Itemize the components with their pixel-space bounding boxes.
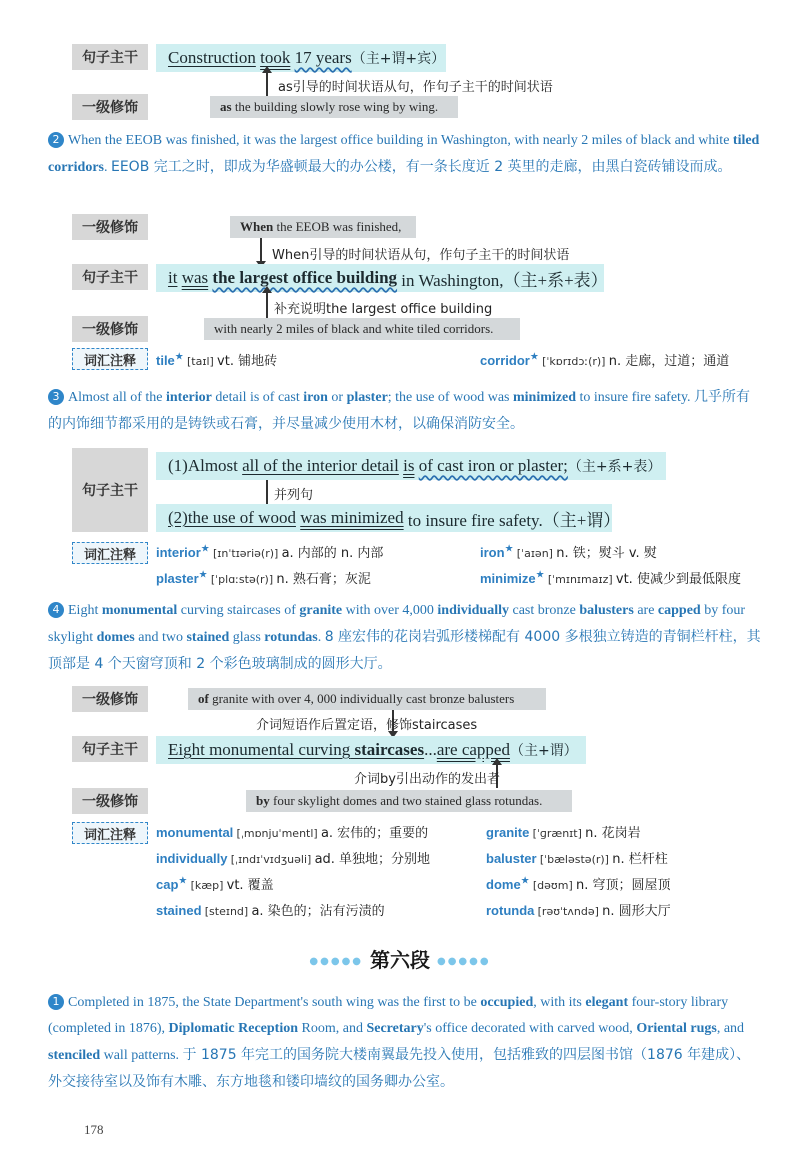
paragraph-3 <box>48 384 762 438</box>
keyword: individually <box>437 603 509 618</box>
modifier-text: four skylight domes and two stained glass rotundas. <box>272 793 543 808</box>
paragraph-text: . <box>103 160 111 175</box>
arrow-up-icon <box>266 72 268 96</box>
modifier-band-2 <box>246 790 572 812</box>
vocab-tag: 词汇注释 <box>72 822 148 844</box>
tag-modifier-1: 一级修饰 <box>72 686 148 712</box>
clause-note-1: 介词短语作后置定语，修饰staircases <box>256 718 478 733</box>
modifier-band <box>210 96 458 118</box>
modifier-keyword: by <box>256 793 270 808</box>
vocab-entry: interior★ [ɪnˈtɪəriə(r)] a. 内部的 n. 内部 <box>156 543 384 561</box>
vocab-tag: 词汇注释 <box>72 542 148 564</box>
page-number: 178 <box>84 1122 104 1137</box>
main-rest: in Washington,（主+系+表） <box>401 270 608 290</box>
main-clause-band <box>156 264 608 292</box>
keyword: monumental <box>101 603 178 618</box>
paragraph-text: Almost all of the <box>68 390 166 405</box>
paragraph-text: are <box>633 603 658 618</box>
main-clause-band-2 <box>156 504 621 532</box>
decorative-dots-icon: ●●●●● <box>309 956 364 967</box>
keyword: plaster <box>346 390 388 405</box>
paragraph-text: wall patterns. <box>100 1048 183 1063</box>
paragraph-2 <box>48 128 762 181</box>
clause-note-2: 介词by引出动作的发出者 <box>354 772 500 787</box>
arrow-up-icon <box>266 292 268 318</box>
pattern-label: （主+谓） <box>509 743 578 759</box>
vocab-entry: corridor★ [ˈkɒrɪdɔː(r)] n. 走廊，过道；通道 <box>480 351 730 369</box>
keyword: minimized <box>512 390 576 405</box>
clause-note: 并列句 <box>274 488 314 503</box>
tag-main-clause: 句子主干 <box>72 44 148 70</box>
paragraph-text: , with its <box>533 995 586 1010</box>
modifier-text: the building slowly rose wing by wing. <box>234 99 439 114</box>
star-icon: ★ <box>535 569 545 581</box>
modifier-band-1 <box>188 688 546 710</box>
keyword: Secretary <box>366 1021 424 1036</box>
main-clause-band <box>156 736 586 764</box>
paragraph-number-badge: 2 <box>48 132 64 148</box>
paragraph-text: EEOB 完工之时，即成为华盛顿最大的办公楼，有一条长度近 2 英里的走廊，由黑白瓷砖铺设而成。 <box>110 159 732 175</box>
paragraph-text: Room, and <box>298 1021 367 1036</box>
vocab-entry: monumental [ˌmɒnjuˈmentl] a. 宏伟的；重要的 <box>156 825 429 841</box>
paragraph-text: and two <box>134 630 187 645</box>
keyword: iron <box>303 390 328 405</box>
vocab-entry: individually [ˌɪndɪˈvɪdʒuəli] ad. 单独地；分别地 <box>156 851 431 867</box>
paragraph-text: ; the use of wood was <box>387 390 513 405</box>
verb: was <box>181 268 209 287</box>
paragraph-text: to insure fire safety. <box>575 390 695 405</box>
modifier-text: granite with over 4, 000 individually cast bronze balusters <box>212 691 515 706</box>
keyword: Diplomatic Reception <box>168 1021 299 1036</box>
star-icon: ★ <box>174 351 184 363</box>
keyword: granite <box>299 603 343 618</box>
paragraph-text: curving staircases of <box>177 603 300 618</box>
pattern-label: （主+谓+宾） <box>351 51 446 67</box>
keyword: domes <box>96 630 135 645</box>
modifier-keyword: When <box>240 219 274 234</box>
subject: it <box>168 268 178 287</box>
complement: of cast iron or plaster; <box>418 456 568 475</box>
star-icon: ★ <box>504 543 514 555</box>
paragraph-text: Completed in 1875, the State Department's south wing was the first to be <box>68 995 481 1010</box>
vocab-entry: granite [ˈɡrænɪt] n. 花岗岩 <box>486 825 641 841</box>
tag-modifier-2: 一级修饰 <box>72 788 148 814</box>
tag-modifier-2: 一级修饰 <box>72 316 148 342</box>
vocab-entry: rotunda [rəʊˈtʌndə] n. 圆形大厅 <box>486 903 671 919</box>
modifier-keyword: as <box>220 99 232 114</box>
keyword: elegant <box>585 995 629 1010</box>
clause-note-2: 补充说明the largest office building <box>274 302 493 317</box>
vocab-entry: minimize★ [ˈmɪnɪmaɪz] vt. 使减少到最低限度 <box>480 569 741 587</box>
vocab-entry: tile★ [taɪl] vt. 铺地砖 <box>156 351 278 369</box>
tag-main-clause: 句子主干 <box>72 264 148 290</box>
paragraph-text: glass <box>229 630 265 645</box>
paragraph-text: four-story library (completed in 1876), <box>48 995 729 1036</box>
paragraph-number-badge: 1 <box>48 994 64 1010</box>
paragraph-4 <box>48 598 762 678</box>
keyword: stenciled <box>48 1048 101 1063</box>
vocab-entry: iron★ [ˈaɪən] n. 铁；熨斗 v. 熨 <box>480 543 657 561</box>
modifier-keyword: of <box>198 691 209 706</box>
paragraph-number-badge: 4 <box>48 602 64 618</box>
star-icon: ★ <box>200 543 210 555</box>
subject: Construction <box>168 48 256 67</box>
paragraph-text: with over 4,000 <box>342 603 438 618</box>
keyword: rotundas <box>264 630 318 645</box>
verb: was minimized <box>300 508 404 527</box>
paragraph-text: , and <box>716 1021 745 1036</box>
vocab-entry: dome★ [dəʊm] n. 穹顶；圆屋顶 <box>486 875 671 893</box>
complement: the largest office building <box>212 268 398 287</box>
paragraph-text: . <box>317 630 325 645</box>
subject: Eight monumental curving staircases <box>168 740 425 759</box>
paragraph-text: detail is of cast <box>211 390 304 405</box>
keyword: balusters <box>579 603 634 618</box>
tag-main-clause: 句子主干 <box>72 736 148 762</box>
modifier-band-1 <box>230 216 416 238</box>
decorative-dots-icon: ●●●●● <box>436 956 491 967</box>
paragraph-text: When the EEOB was finished, it was the largest office building in Washington, with nearly 2 miles of black and white <box>68 133 733 148</box>
paragraph-text: 's office decorated with carved wood, <box>423 1021 637 1036</box>
keyword: interior <box>166 390 212 405</box>
paragraph-text: by four skylight <box>48 603 746 645</box>
main-clause-band <box>156 44 446 72</box>
arrow-down-icon <box>260 238 262 262</box>
tag-modifier-1: 一级修饰 <box>72 214 148 240</box>
keyword: stained <box>186 630 230 645</box>
line1-pre: (1)Almost <box>168 456 238 475</box>
keyword: occupied <box>480 995 534 1010</box>
paragraph-text: or <box>327 390 347 405</box>
tag-main-clause: 句子主干 <box>72 448 148 532</box>
pattern-label: （主+系+表） <box>567 459 662 475</box>
vocab-tag: 词汇注释 <box>72 348 148 370</box>
star-icon: ★ <box>520 875 530 887</box>
paragraph-text: 几乎所有的内饰细节都采用的是铸铁或石膏，并尽量减少使用木材，以确保消防安全。 <box>48 389 751 432</box>
verb: are capped <box>436 740 510 759</box>
section-title-text: 第六段 <box>370 948 430 972</box>
clause-note-1: When引导的时间状语从句，作句子主干的时间状语 <box>272 248 570 263</box>
verb: is <box>403 456 415 475</box>
vocab-entry: plaster★ [ˈplɑːstə(r)] n. 熟石膏；灰泥 <box>156 569 371 587</box>
main-clause-band-1 <box>156 452 666 480</box>
paragraph-text: cast bronze <box>509 603 580 618</box>
clause-note: as引导的时间状语从句，作句子主干的时间状语 <box>278 80 553 95</box>
vocab-entry: baluster [ˈbæləstə(r)] n. 栏杆柱 <box>486 851 668 867</box>
vocab-entry: cap★ [kæp] vt. 覆盖 <box>156 875 274 893</box>
vocab-entry: stained [steɪnd] a. 染色的；沾有污渍的 <box>156 903 385 919</box>
paragraph-number-badge: 3 <box>48 389 64 405</box>
keyword: capped <box>657 603 701 618</box>
paragraph-text: Eight <box>68 603 102 618</box>
verb: took <box>260 48 291 67</box>
star-icon: ★ <box>198 569 208 581</box>
tag-modifier: 一级修饰 <box>72 94 148 120</box>
star-icon: ★ <box>178 875 188 887</box>
modifier-text: the EEOB was finished, <box>276 219 402 234</box>
subject: (2)the use of wood <box>168 508 296 527</box>
connector-line <box>266 480 268 504</box>
object: 17 years <box>294 48 352 67</box>
paragraph-6 <box>48 990 762 1096</box>
keyword: tiled corridors <box>48 133 760 175</box>
main-rest: to insure fire safety.（主+谓） <box>407 510 621 530</box>
keyword: Oriental rugs <box>636 1021 717 1036</box>
paragraph-text: 于 1875 年完工的国务院大楼南翼最先投入使用，包括雅致的四层图书馆（1876 年建成）、外交接待室以及饰有木雕、东方地毯和镂印墙纹的国务卿办公室。 <box>48 1047 751 1090</box>
modifier-band-2: with nearly 2 miles of black and white tiled corridors. <box>204 318 520 340</box>
subject: all of the interior detail <box>242 456 399 475</box>
paragraph-text: 8 座宏伟的花岗岩弧形楼梯配有 4000 多根独立铸造的青铜栏杆柱，其顶部是 4 个天窗穹顶和 2 个彩色玻璃制成的圆形大厅。 <box>48 629 761 672</box>
section-title <box>0 944 800 973</box>
star-icon: ★ <box>529 351 539 363</box>
ellipsis: ... <box>424 740 437 759</box>
